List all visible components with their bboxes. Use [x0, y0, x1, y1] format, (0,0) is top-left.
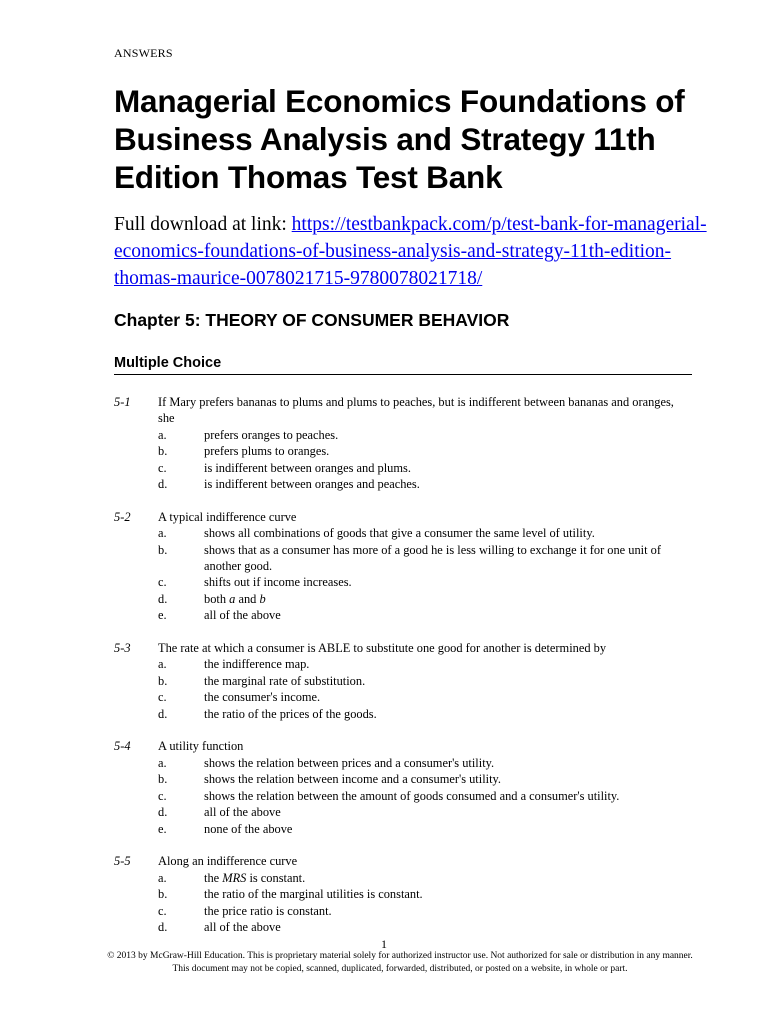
- option-text: shows the relation between income and a consumer's utility.: [204, 772, 502, 787]
- option-text: shows all combinations of goods that give a consumer the same level of utility.: [204, 526, 595, 541]
- option-text: shows the relation between the amount of goods consumed and a consumer's utility.: [204, 788, 620, 803]
- option-text: [204, 591, 692, 607]
- option-letter: b.: [158, 772, 168, 787]
- option-letter: d.: [158, 706, 168, 721]
- question-number: 5-3: [114, 641, 131, 656]
- option-letter: e.: [158, 821, 167, 836]
- option-text: the ratio of the prices of the goods.: [204, 706, 377, 721]
- option-letter: c.: [158, 460, 167, 475]
- option-text: shifts out if income increases.: [204, 575, 352, 590]
- question-number: 5-1: [114, 395, 131, 409]
- option-text-italic: b: [259, 591, 266, 606]
- answer-option: [114, 607, 692, 623]
- question-row: [114, 509, 692, 525]
- option-letter: d.: [158, 919, 168, 934]
- answer-option: [114, 771, 692, 787]
- option-letter: d.: [158, 805, 168, 820]
- question-item: [114, 394, 692, 492]
- document-title: Managerial Economics Foundations of Business Analysis and Strategy 11th Edition Thomas Test Bank: [114, 83, 685, 195]
- answer-option: [114, 443, 692, 459]
- option-text: the marginal rate of substitution.: [204, 673, 366, 688]
- answer-option: [114, 870, 692, 886]
- question-stem: A utility function: [158, 739, 244, 754]
- option-letter: c.: [158, 903, 167, 918]
- download-line: [114, 211, 714, 292]
- option-letter: a.: [158, 526, 167, 541]
- option-letter: a.: [158, 870, 167, 885]
- option-text: all of the above: [204, 805, 281, 820]
- option-text: the consumer's income.: [204, 690, 321, 705]
- question-row: [114, 640, 692, 656]
- question-row: [114, 738, 692, 754]
- header-label: ANSWERS: [114, 46, 173, 60]
- option-text-part: and: [235, 591, 260, 606]
- option-letter: c.: [158, 690, 167, 705]
- answer-option: [114, 673, 692, 689]
- question-stem: Along an indifference curve: [158, 854, 298, 869]
- question-item: [114, 853, 692, 935]
- option-letter: b.: [158, 673, 168, 688]
- option-letter: a.: [158, 657, 167, 672]
- answer-option: [114, 542, 692, 575]
- answer-option: [114, 525, 692, 541]
- answer-option: [114, 427, 692, 443]
- option-letter: c.: [158, 788, 167, 803]
- option-text: the ratio of the marginal utilities is constant.: [204, 887, 423, 902]
- question-number: 5-4: [114, 739, 131, 754]
- answer-option: [114, 886, 692, 902]
- question-number: 5-2: [114, 509, 131, 524]
- question-row: [114, 394, 692, 427]
- option-letter: e.: [158, 608, 167, 623]
- option-text-part: the: [204, 870, 223, 885]
- question-item: [114, 738, 692, 836]
- option-letter: b.: [158, 887, 168, 902]
- section-heading: Multiple Choice: [114, 355, 692, 375]
- answer-option: [114, 574, 692, 590]
- question-row: [114, 853, 692, 869]
- option-text: prefers plums to oranges.: [204, 444, 330, 459]
- answer-option: [114, 476, 692, 492]
- option-text: [204, 870, 692, 886]
- copyright-footer: © 2013 by McGraw-Hill Education. This is proprietary material solely for authorized instructor use. Not authorized for sale or distribution in any manner. This document may not be copied, scanned, duplicated, forwarded, distributed, or posted on a website, in whole or part.: [107, 951, 693, 974]
- option-letter: b.: [158, 444, 168, 459]
- download-prefix: Full download at link:: [114, 214, 292, 235]
- download-link[interactable]: https://testbankpack.com/p/test-bank-for-managerial-economics-foundations-of-business-analysis-and-strategy-11th-edition-thomas-maurice-0078021715-9780078021718/: [114, 214, 707, 289]
- option-text: is indifferent between oranges and peaches.: [204, 477, 420, 492]
- question-item: [114, 640, 692, 722]
- answer-option: [114, 706, 692, 722]
- option-letter: a.: [158, 755, 167, 770]
- option-text-italic: MRS: [222, 870, 247, 885]
- answer-option: [114, 656, 692, 672]
- chapter-heading: Chapter 5: THEORY OF CONSUMER BEHAVIOR: [114, 310, 510, 330]
- option-text: prefers oranges to peaches.: [204, 427, 339, 442]
- option-text: shows the relation between prices and a consumer's utility.: [204, 755, 495, 770]
- answer-option: [114, 919, 692, 935]
- answer-option: [114, 821, 692, 837]
- question-list: [114, 394, 692, 952]
- question-stem: The rate at which a consumer is ABLE to substitute one good for another is determined by: [158, 641, 607, 656]
- option-letter: d.: [158, 477, 168, 492]
- option-text: the price ratio is constant.: [204, 903, 332, 918]
- option-text: all of the above: [204, 608, 281, 623]
- answer-option: [114, 788, 692, 804]
- option-text-italic: a: [229, 591, 236, 606]
- answer-option: [114, 591, 692, 607]
- answer-option: [114, 903, 692, 919]
- page-number: 1: [381, 937, 387, 951]
- option-text-part: is constant.: [246, 870, 306, 885]
- option-letter: c.: [158, 575, 167, 590]
- option-letter: d.: [158, 591, 168, 606]
- answer-option: [114, 804, 692, 820]
- question-number: 5-5: [114, 854, 131, 869]
- question-item: [114, 509, 692, 624]
- option-text: all of the above: [204, 919, 281, 934]
- answer-option: [114, 755, 692, 771]
- option-text-part: both: [204, 591, 230, 606]
- question-stem: If Mary prefers bananas to plums and plums to peaches, but is indifferent between bananas and oranges, she: [158, 395, 674, 426]
- option-text: is indifferent between oranges and plums.: [204, 460, 411, 475]
- option-letter: b.: [158, 542, 168, 557]
- answer-option: [114, 460, 692, 476]
- answer-option: [114, 689, 692, 705]
- option-text: shows that as a consumer has more of a good he is less willing to exchange it for one unit of another good.: [204, 542, 661, 574]
- option-text: none of the above: [204, 821, 293, 836]
- option-text: the indifference map.: [204, 657, 310, 672]
- question-stem: A typical indifference curve: [158, 509, 297, 524]
- option-letter: a.: [158, 427, 167, 442]
